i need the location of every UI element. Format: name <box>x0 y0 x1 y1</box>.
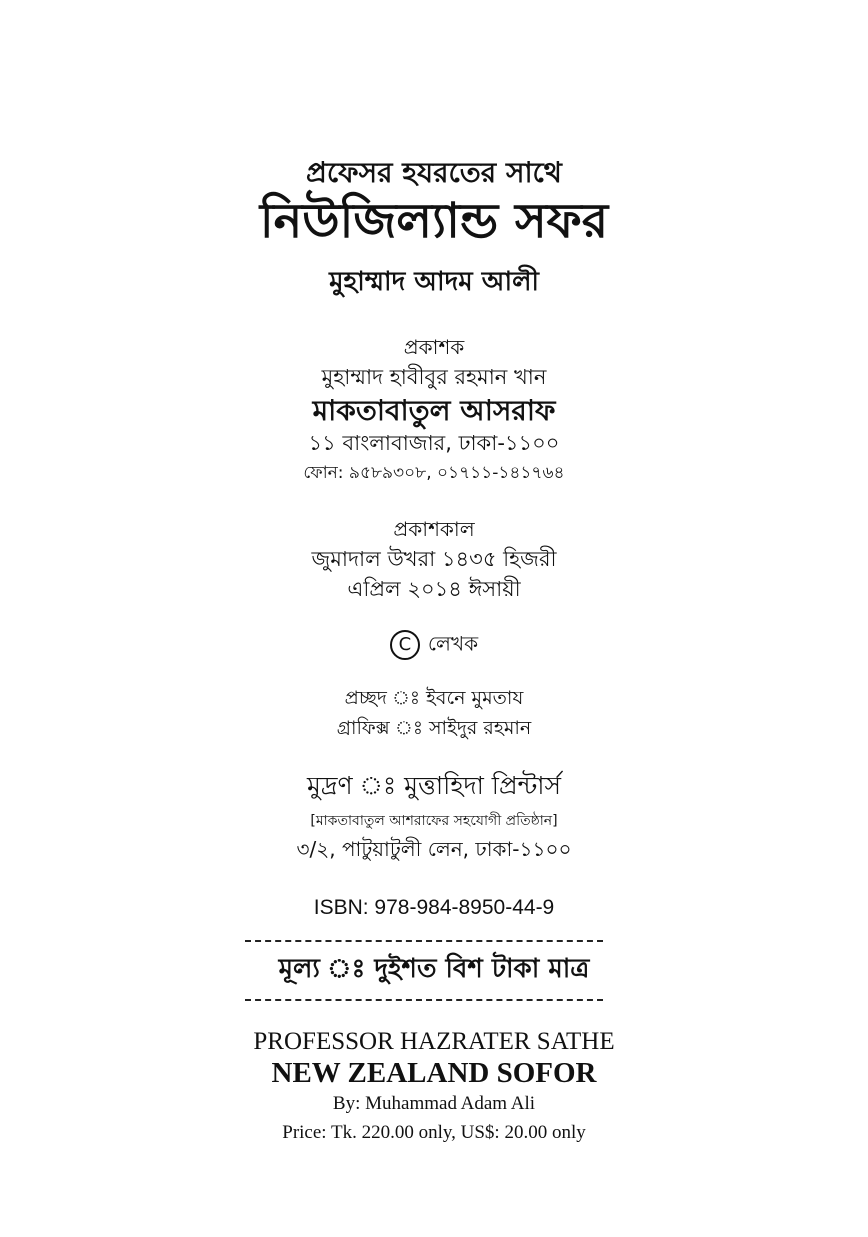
publication-hijri: জুমাদাল উখরা ১৪৩৫ হিজরী <box>311 547 557 571</box>
printer-address: ৩/২, পাটুয়াটুলী লেন, ঢাকা-১১০০ <box>296 837 572 861</box>
graphics-credit: গ্রাফিক্স ঃ সাইদুর রহমান <box>336 717 532 739</box>
publisher-label: প্রকাশক <box>403 335 465 359</box>
copyright-icon: C <box>390 630 420 660</box>
book-title: নিউজিল্যান্ড সফর <box>259 193 609 249</box>
copyright-holder: লেখক <box>427 631 479 656</box>
book-subtitle: প্রফেসর হযরতের সাথে <box>306 156 562 189</box>
publisher-phone: ফোন: ৯৫৮৯৩০৮, ০১৭১১-১৪১৭৬৪ <box>303 463 565 483</box>
isbn: ISBN: 978-984-8950-44-9 <box>313 896 555 919</box>
cover-credit: প্রচ্ছদ ঃ ইবনে মুমতায <box>344 687 524 709</box>
price-bengali: মূল্য ঃ দুইশত বিশ টাকা মাত্র <box>278 954 590 984</box>
publishing-house: মাকতাবাতুল আসরাফ <box>312 394 556 427</box>
english-title-line2: NEW ZEALAND SOFOR <box>271 1057 597 1089</box>
english-title-line1: PROFESSOR HAZRATER SATHE <box>253 1028 615 1055</box>
english-price: Price: Tk. 220.00 only, US$: 20.00 only <box>282 1122 586 1143</box>
divider-top <box>245 940 603 942</box>
publisher-address: ১১ বাংলাবাজার, ঢাকা-১১০০ <box>308 431 560 455</box>
publication-label: প্রকাশকাল <box>393 517 475 541</box>
publication-gregorian: এপ্রিল ২০১৪ ঈসায়ী <box>347 577 521 601</box>
copyright-line <box>0 630 868 660</box>
printer-affiliate: [মাকতাবাতুল আশরাফের সহযোগী প্রতিষ্ঠান] <box>310 813 558 829</box>
publisher-name: মুহাম্মাদ হাবীবুর রহমান খান <box>321 365 547 389</box>
book-author: মুহাম্মাদ আদম আলী <box>329 267 539 297</box>
english-author: By: Muhammad Adam Ali <box>332 1093 536 1114</box>
divider-bottom <box>245 999 603 1001</box>
printer-credit: মুদ্রণ ঃ মুত্তাহিদা প্রিন্টার্স <box>306 771 562 800</box>
